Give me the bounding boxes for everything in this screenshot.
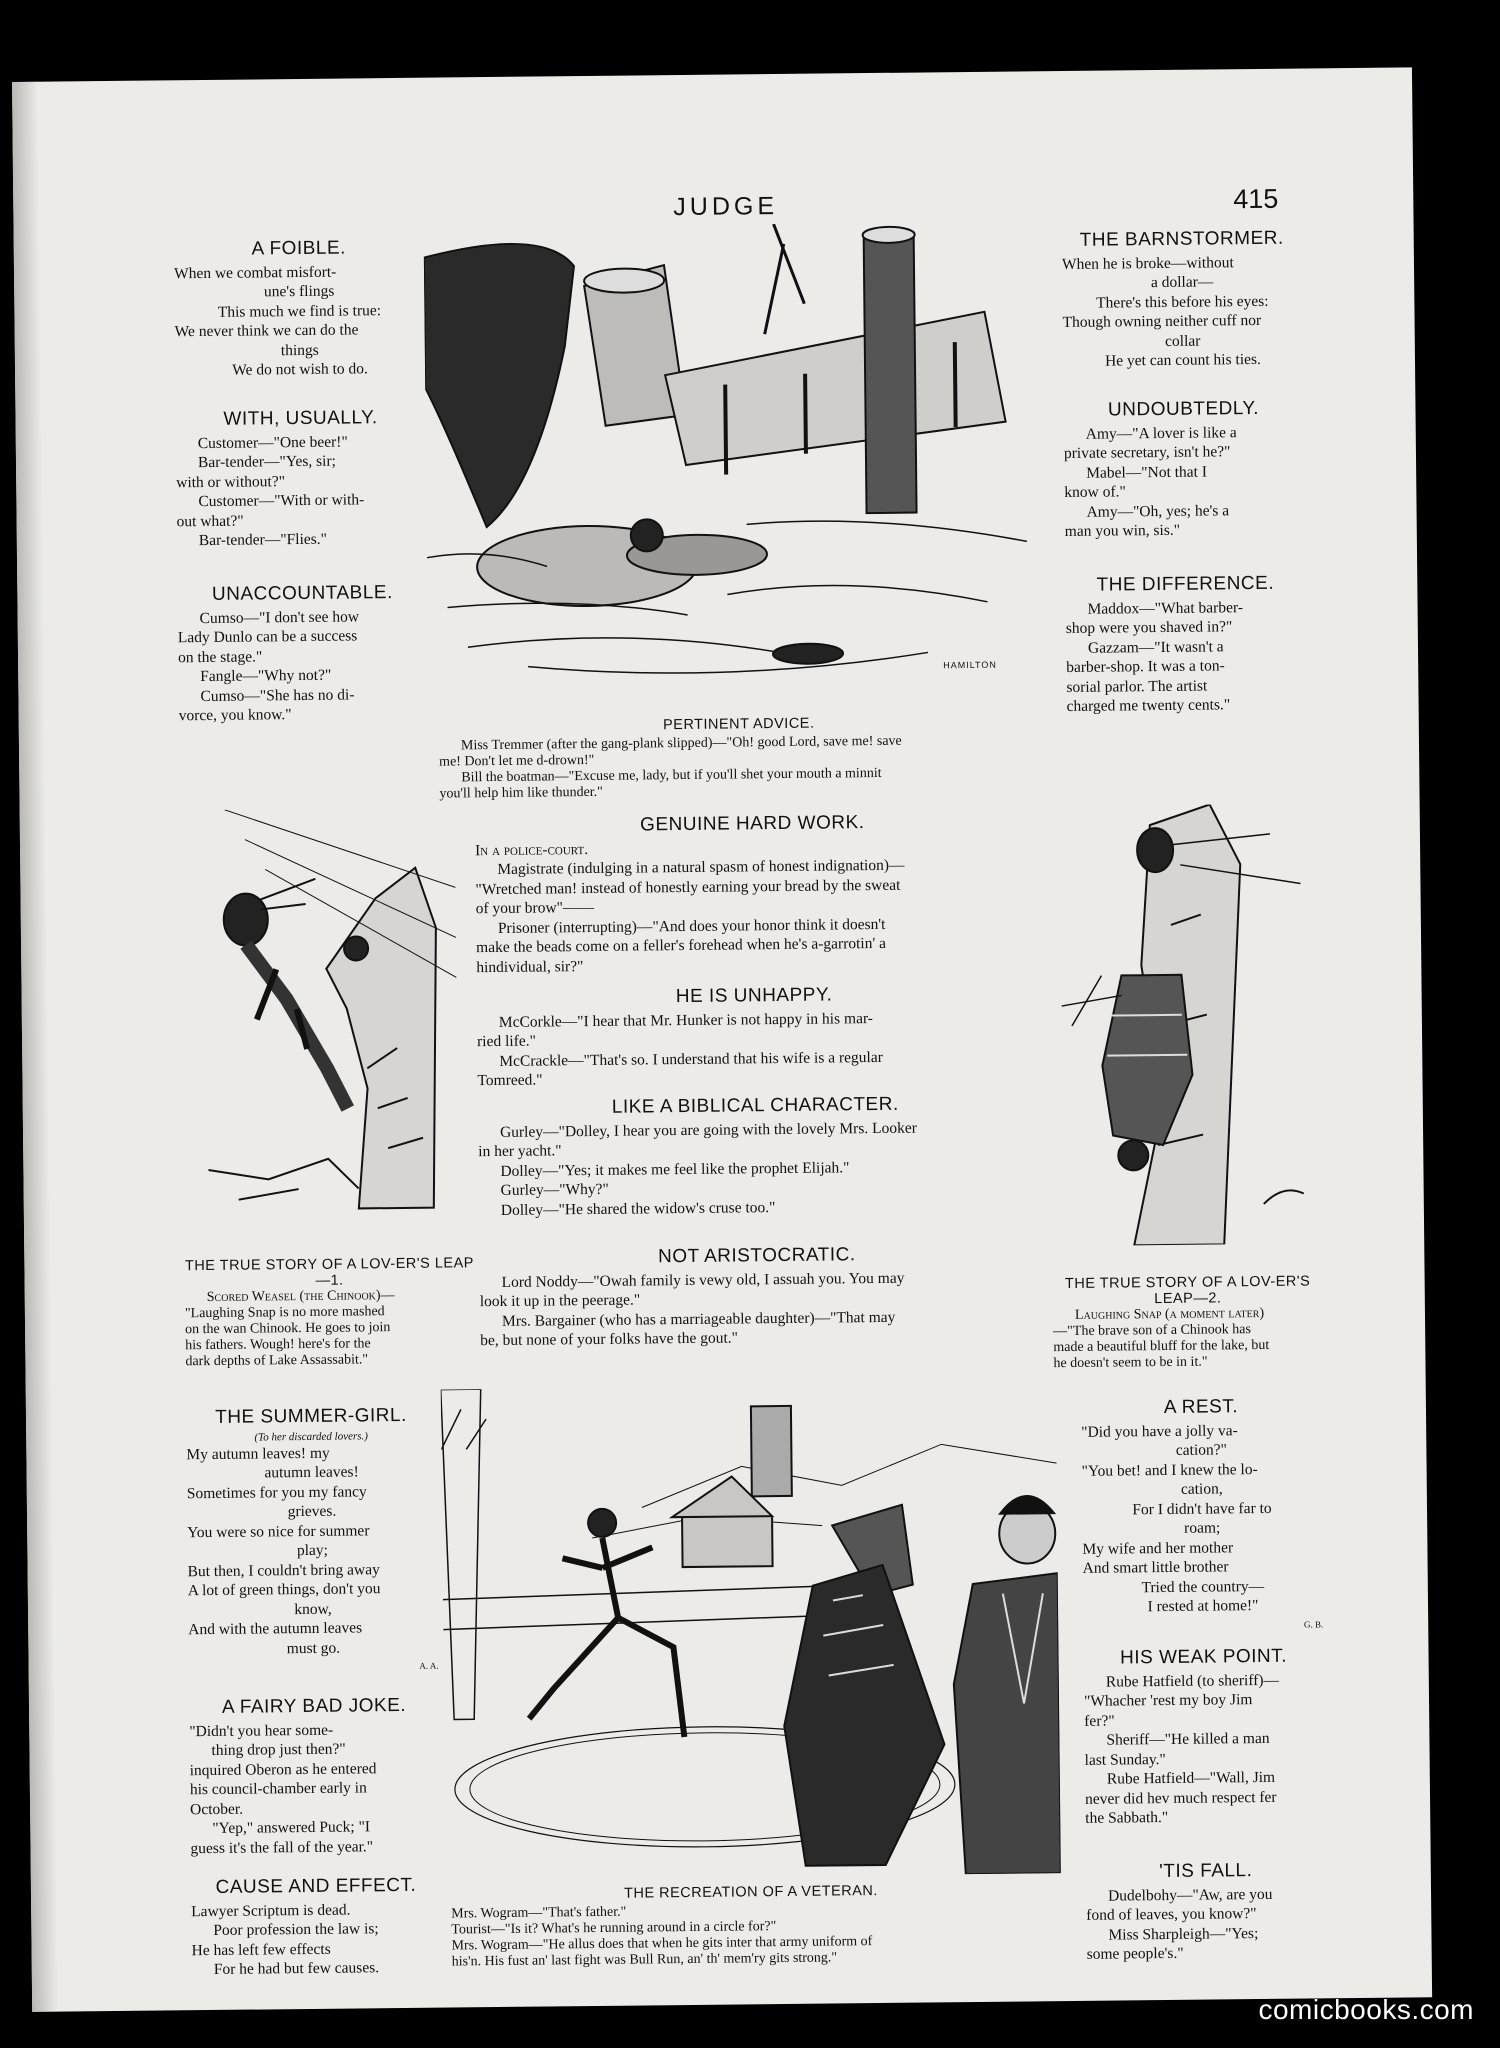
caption-line: Mrs. Wogram—"He allus does that when he gits inter that army uniform of (451, 1934, 873, 1954)
verse-line: But then, I couldn't bring away (187, 1560, 380, 1580)
dialogue-line: last Sunday." (1084, 1750, 1166, 1769)
article-he-is-unhappy (477, 983, 1033, 1090)
verse-line: Poor profession the law is; (213, 1920, 379, 1939)
dialogue-line: Mrs. Bargainer (who has a marriageable daughter)—"That may (501, 1308, 896, 1330)
verse-line: cation?" (1175, 1441, 1228, 1459)
dialogue-line: McCorkle—"I hear that Mr. Hunker is not happy in his mar- (498, 1009, 874, 1031)
verse-line: And smart little brother (1082, 1558, 1229, 1577)
dialogue-line: Dolley—"He shared the widow's cruse too." (500, 1198, 776, 1219)
prose-line: "Yep," answered Puck; "I (212, 1818, 371, 1837)
dialogue-line: Customer—"With or with- (198, 491, 365, 511)
article-unaccountable (177, 583, 428, 726)
author-initials: G. B. (1303, 1618, 1324, 1630)
dialogue-line: Mabel—"Not that I (1086, 463, 1208, 482)
dialogue-line: Gurley—"Why?" (500, 1180, 609, 1199)
article-title: THE SUMMER-GIRL. (215, 1404, 407, 1428)
caption-line: made a beautiful bluff for the lake, but (1053, 1337, 1270, 1356)
prose-line: "Didn't you hear some- (189, 1721, 334, 1740)
dialogue-line: Gazzam—"It wasn't a (1087, 637, 1224, 657)
caption-line: he doesn't seem to be in it." (1053, 1354, 1208, 1372)
lovers-leap-2-illustration (1040, 803, 1315, 1246)
caption-line: Mrs. Wogram—"That's father." (451, 1904, 627, 1922)
caption-title: PERTINENT ADVICE. (662, 715, 815, 734)
prose-line: of your brow"—— (475, 898, 595, 918)
caption-line: Scored Weasel (the Chinook)— (206, 1288, 395, 1306)
dialogue-line: never did hev much respect fer (1084, 1788, 1277, 1808)
verse-line: play; (296, 1541, 328, 1560)
dialogue-line: look it up in the peerage." (479, 1291, 641, 1311)
dialogue-line: Bar-tender—"Flies." (198, 530, 328, 550)
dialogue-line: charged me twenty cents." (1066, 696, 1231, 715)
article-fairy-bad-joke (189, 1696, 441, 1859)
dialogue-line: Miss Sharpleigh—"Yes; (1108, 1924, 1259, 1944)
verse-line: You were so nice for summer (187, 1521, 370, 1541)
verse-line: must go. (286, 1639, 341, 1657)
lovers-leap-2-caption (1053, 1273, 1324, 1372)
prose-line: thing drop just then?" (211, 1740, 346, 1760)
dialogue-line: McCrackle—"That's so. I understand that his wife is a regular (499, 1048, 883, 1070)
verse-line: things (280, 341, 319, 359)
verse-line: When we combat misfort- (173, 263, 337, 282)
verse-line: And with the autumn leaves (188, 1619, 363, 1639)
article-the-difference (1065, 573, 1306, 716)
site-watermark: comicbooks.com (1258, 1994, 1474, 2025)
dialogue-line: vorce, you know." (178, 706, 292, 725)
dialogue-line: out what?" (176, 512, 244, 530)
verse-line: This much we find is true: (217, 301, 382, 321)
article-title: UNACCOUNTABLE. (211, 582, 393, 605)
verse-line: For he had but few causes. (213, 1959, 380, 1978)
lovers-leap-1-illustration (205, 807, 459, 1220)
caption-line: Tourist—"Is it? What's he running around in a circle for?" (451, 1919, 777, 1938)
dialogue-line: barber-shop. It was a ton- (1066, 657, 1225, 676)
caption-line: —"The brave son of a Chinook has (1053, 1322, 1252, 1340)
article-genuine-hard-work (475, 811, 1032, 977)
article-not-aristocratic (479, 1243, 1035, 1350)
prose-line: make the beads come on a feller's forehead when he's a-garrotin' a (476, 934, 887, 957)
article-title: LIKE A BIBLICAL CHARACTER. (611, 1093, 899, 1118)
verse-line: "Did you have a jolly va- (1081, 1421, 1238, 1441)
article-title: HE IS UNHAPPY. (675, 984, 833, 1008)
dialogue-line: Tomreed." (477, 1071, 543, 1090)
verse-line: cation, (1180, 1480, 1223, 1498)
verse-line: When he is broke—without (1061, 253, 1234, 273)
article-his-weak-point (1083, 1646, 1325, 1828)
verse-line: We never think we can do the (174, 321, 359, 341)
running-head: JUDGE (673, 191, 779, 222)
caption-title: THE RECREATION OF A VETERAN. (623, 1883, 878, 1902)
verse-line: He has left few effects (191, 1940, 331, 1959)
verse-line: know, (294, 1600, 332, 1618)
article-title: THE BARNSTORMER. (1079, 227, 1284, 251)
prose-line: Magistrate (indulging in a natural spasm of honest indignation)— (497, 856, 905, 878)
dialogue-line: know of." (1064, 483, 1126, 502)
artist-signature: HAMILTON (943, 659, 997, 671)
dialogue-line: Dolley—"Yes; it makes me feel like the prophet Elijah." (500, 1158, 850, 1180)
prose-line: inquired Oberon as he entered (189, 1759, 377, 1779)
dialogue-line: fer?" (1084, 1712, 1115, 1730)
prose-line: October. (190, 1800, 244, 1818)
dialogue-line: Sheriff—"He killed a man (1106, 1729, 1270, 1749)
verse-line: My wife and her mother (1082, 1538, 1234, 1558)
dialogue-line: Customer—"One beer!" (197, 433, 348, 452)
dialogue-line: sorial parlor. The artist (1066, 677, 1208, 696)
caption-title: THE TRUE STORY OF A LOV-ER'S LEAP—2. (1064, 1273, 1311, 1308)
article-the-barnstormer (1062, 229, 1303, 372)
pertinent-advice-illustration (424, 221, 1049, 697)
article-undoubtedly (1063, 398, 1304, 541)
dialogue-line: in her yacht." (478, 1142, 562, 1161)
verse-line: collar (1165, 332, 1201, 350)
dialogue-line: Bar-tender—"Yes, sir; (197, 452, 336, 472)
caption-line: his'n. His fust an' last fight was Bull Run, an' th' mem'ry gits strong." (451, 1950, 838, 1970)
dialogue-line: with or without?" (176, 472, 286, 491)
caption-line: "Laughing Snap is no more mashed (184, 1304, 385, 1322)
magazine-page (12, 67, 1432, 2012)
verse-line: autumn leaves! (264, 1463, 359, 1482)
dialogue-line: Rube Hatfield—"Wall, Jim (1106, 1768, 1276, 1788)
dialogue-line: Dudelbohy—"Aw, are you (1107, 1885, 1273, 1905)
dialogue-line: Lord Noddy—"Owah family is vewy old, I assuah you. You may (501, 1269, 905, 1291)
dialogue-line: Gurley—"Dolley, I hear you are going with the lovely Mrs. Looker (499, 1119, 917, 1141)
article-title: WITH, USUALLY. (223, 407, 378, 430)
caption-line: Bill the boatman—"Excuse me, lady, but if you'll shet your mouth a minnit (461, 765, 882, 786)
caption-line: me! Don't let me d-drown!" (439, 752, 595, 770)
article-a-foible (174, 238, 425, 381)
verse-line: Sometimes for you my fancy (186, 1482, 367, 1502)
verse-line: a dollar— (1150, 273, 1214, 292)
page-number: 415 (1233, 183, 1279, 215)
verse-line: grieves. (287, 1502, 337, 1521)
caption-line: you'll help him like thunder." (439, 784, 603, 802)
prose-line: guess it's the fall of the year." (190, 1837, 374, 1857)
dialogue-line: Amy—"Oh, yes; he's a (1086, 501, 1230, 521)
prose-line: In a police-court. (474, 840, 589, 859)
prose-line: Prisoner (interrupting)—"And does your honor think it doesn't (497, 915, 886, 937)
verse-line: Lawyer Scriptum is dead. (191, 1901, 351, 1920)
verse-line: A lot of green things, don't you (187, 1580, 381, 1600)
article-subtitle: (To her discarded lovers.) (254, 1429, 368, 1444)
veteran-caption (451, 1881, 1052, 1970)
dialogue-line: Rube Hatfield (to sheriff)— (1105, 1671, 1280, 1691)
dialogue-line: Maddox—"What barber- (1087, 598, 1244, 618)
dialogue-line: Cumso—"I don't see how (199, 607, 360, 627)
verse-line: I rested at home!" (1147, 1597, 1259, 1616)
article-title: HIS WEAK POINT. (1119, 1645, 1288, 1669)
article-with-usually (175, 408, 426, 551)
prose-line: his council-chamber early in (189, 1779, 367, 1799)
article-tis-fall (1086, 1860, 1327, 1964)
dialogue-line: shop were you shaved in?" (1065, 618, 1233, 637)
caption-line: Miss Tremmer (after the gang-plank slipped)—"Oh! good Lord, save me! save (460, 733, 902, 754)
article-like-a-biblical-character (478, 1093, 1034, 1220)
dialogue-line: "Whacher 'rest my boy Jim (1083, 1691, 1253, 1710)
verse-line: For I didn't have far to (1132, 1499, 1272, 1518)
article-title: A FOIBLE. (251, 237, 346, 260)
article-cause-and-effect (191, 1876, 442, 1980)
dialogue-line: ried life." (476, 1032, 537, 1051)
article-title: CAUSE AND EFFECT. (215, 1874, 417, 1898)
dialogue-line: private secretary, isn't he?" (1063, 443, 1231, 463)
lovers-leap-1-caption (184, 1255, 475, 1370)
veteran-illustration (441, 1383, 1061, 1879)
article-summer-girl (186, 1406, 439, 1679)
caption-line: dark depths of Lake Assassabit." (185, 1352, 369, 1370)
verse-line: "You bet! and I knew the lo- (1081, 1460, 1258, 1480)
article-title: 'TIS FALL. (1159, 1860, 1253, 1883)
verse-line: There's this before his eyes: (1096, 292, 1269, 312)
dialogue-line: Amy—"A lover is like a (1085, 423, 1237, 443)
dialogue-line: on the stage." (177, 647, 263, 666)
article-title: UNDOUBTEDLY. (1107, 397, 1260, 421)
author-initials: A. A. (419, 1660, 439, 1671)
article-title: A REST. (1163, 1396, 1239, 1419)
dialogue-line: the Sabbath." (1085, 1808, 1169, 1827)
dialogue-line: fond of leaves, you know?" (1086, 1905, 1257, 1924)
caption-line: his fathers. Wough! here's for the (185, 1336, 371, 1354)
verse-line: Tried the country— (1141, 1577, 1265, 1596)
dialogue-line: man you win, sis." (1064, 521, 1181, 540)
article-title: NOT ARISTOCRATIC. (657, 1244, 856, 1268)
dialogue-line: Lady Dunlo can be a success (177, 627, 358, 647)
dialogue-line: some people's." (1086, 1944, 1184, 1963)
caption-line: on the wan Chinook. He goes to join (184, 1320, 391, 1338)
prose-line: hindividual, sir?" (476, 957, 584, 976)
dialogue-line: Cumso—"She has no di- (200, 685, 355, 705)
dialogue-line: be, but none of your folks have the gout." (480, 1329, 738, 1350)
verse-line: une's flings (263, 282, 335, 301)
caption-title: THE TRUE STORY OF A LOV-ER'S LEAP—1. (184, 1255, 474, 1289)
article-title: THE DIFFERENCE. (1096, 572, 1275, 596)
pertinent-advice-caption (439, 713, 1040, 802)
verse-line: My autumn leaves! my (186, 1444, 330, 1463)
article-title: GENUINE HARD WORK. (640, 812, 865, 836)
verse-line: We do not wish to do. (232, 360, 368, 379)
verse-line: He yet can count his ties. (1104, 350, 1261, 370)
verse-line: roam; (1184, 1519, 1221, 1537)
caption-line: Laughing Snap (a moment later) (1074, 1305, 1265, 1323)
prose-line: "Wretched man! instead of honestly earning your bread by the sweat (475, 876, 901, 898)
article-title: A FAIRY BAD JOKE. (221, 1694, 407, 1718)
dialogue-line: Fangle—"Why not?" (200, 666, 332, 686)
article-a-rest (1081, 1396, 1323, 1637)
verse-line: Though owning neither cuff nor (1062, 311, 1262, 332)
